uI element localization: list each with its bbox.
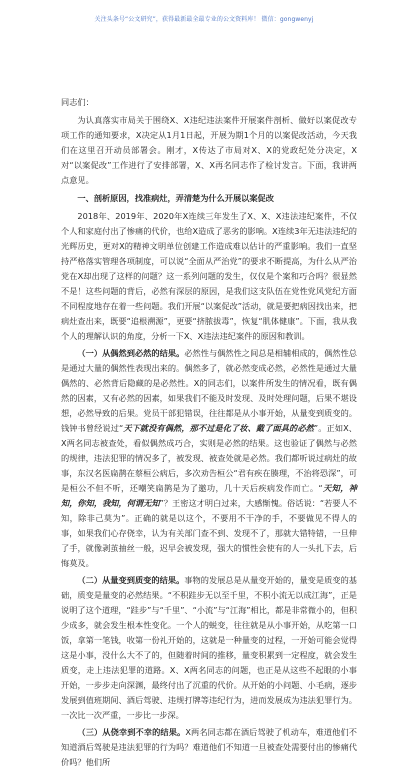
paragraph-3-text: 必然性与偶然性之间总是相辅相成的，偶然性总是通过大量的偶然性表现出来的。偶然多了，就必然变成必然，必然性是通过大量偶然的、必然背后隐藏的是必然性。X的同志们，以案件所发生的情况看，既有偶然的因素，又有必然的因素，如果我们不能及时发现、及时处理问题，后果不堪设想，必然导致的后果。党员干部犯错误，往往都是从小事开始，从量变到质变的。钱钟书曾经说过“ [61, 348, 357, 433]
quote-2: 天知，神知，你知，我知，何谓无知 [61, 483, 357, 508]
document-body [61, 95, 357, 770]
greeting: 同志们： [61, 97, 94, 107]
subheading-3: （三）从侥幸到不幸的结果。 [77, 727, 186, 737]
paragraph-5-text: 事物的发展总是从量变开始的，量变是质变的基础，质变是量变的必然结果。“不积跬步无以至千里，不积小流无以成江海”，正是说明了这个道理，“跬步”与“千里”、“小流”与“江海”相比，都是非常微小的，但积少成多，就会发生根本性变化。一个人的蜕变，往往就是从小事开始，从吃第一口饭，拿第一笔钱，收第一份礼开始的，这就是一种量变的过程，一开始可能会觉得这是小事，没什么大不了的，但随着时间的推移，量变积累到一定程度，就会发生质变，走上违法犯罪的道路。X、X两名同志的问题，也正是从这些不起眼的小事开始，一步步走向深渊，最终付出了沉重的代价。从开始的小问题、小毛病，逐步发展到值班期间、酒后驾驶、违规打牌等违纪行为，进而发展成为违法犯罪行为。一次比一次严重，一步比一步深。 [61, 575, 357, 720]
paragraph-6 [61, 725, 357, 770]
paragraph-5 [61, 573, 357, 723]
quote-1: 天下就没有偶然，那不过是化了妆、戴了面具的必然 [123, 423, 314, 433]
paragraph-2: 2018年、2019年、2020年X连续三年发生了X、X、X违法违纪案件，不仅个人和家庭付出了惨痛的代价，也给X造成了恶劣的影响。X连续3年无违法违纪的光辉历史，更对X的精神文明单位创建工作造成难以估计的严重影响。我们一直坚持严格落实管理各项制度，可以说“全面从严治党”的要求不断提高，为什么从严治党在X却出现了这样的问题？这一系列问题的发生，仅仅是个案和巧合吗？很显然不是！这些问题的背后，必然有深层的原因，是我们这支队伍在党性党风党纪方面不同程度地存在着一些问题。我们开展“以案促改”活动，就是要把病因找出来，把病灶查出来，既要“追根溯源”，更要“挤脓拔毒”，恢复“肌体健康”。下面，我从我个人的理解认识的角度，分析一下X、X违法违纪案件的原因和教训。 [61, 211, 357, 341]
paragraph-6-text: X两名同志都在酒后驾驶了机动车，难道他们不知道酒后驾驶是违法犯罪的行为吗？难道他们不知道一旦被查处需要付出的惨痛代价吗？他们所 [61, 727, 357, 767]
paragraph-4-text: ”？王密这才明白过来，大感惭愧。俗话说：“若要人不知，除非己莫为”。正确的就是以这个，不要用不干净的手，不要做见不得人的事，如果我们心存侥幸，认为有关部门查不到、发现不了，那就大错特错，一旦伸了手，就像剥茧抽丝一般，迟早会被发现，强大的惯性会使有的人一头扎下去，后悔莫及。 [61, 498, 357, 568]
section-heading-1: 一、剖析原因，找准病灶，弄清楚为什么开展以案促改 [77, 193, 274, 203]
subheading-2: （二）从量变到质变的结果。 [77, 575, 185, 585]
paragraph-3-after: ”。正如X、X两名同志被查处，看似偶然成巧合，实则是必然的结果。这也验证了偶然与必然的规律，违法犯罪的情况多了，被发现、被查处就是必然。我们都听说过病灶的故事，东汉名医扁鹊在蔡桓公病后，多次劝告桓公“君有疾在腠理，不治将恐深”，可是桓公不但不听，还嘲笑扁鹊是为了邀功，几十天后疾病发作而亡。 [61, 423, 357, 493]
intro-paragraph: 为认真落实市局关于围绕X、X违纪违法案件开展案件剖析、做好以案促改专项工作的通知要求，X决定从1月1日起，开展为期1个月的以案促改活动，今天我们在这里召开动员部署会。刚才，X传达了市局对X、X的党政纪处分决定，X对“以案促改”工作进行了安排部署，X、X再名同志作了检讨发言。下面，我讲两点意见。 [61, 115, 357, 185]
subheading-1: （一）从偶然到必然的结果。 [77, 348, 185, 358]
promo-banner[interactable]: 关注头条号“公文研究”，获得最新最全最专业的公文资料库！ 微信：gongwenyj [94, 16, 314, 23]
paragraph-3: （一）从偶然到必然的结果。必然性与偶然性之间总是相辅相成的，偶然性总是通过大量的偶然性表现出来的。偶然多了，就必然变成必然，必然性是通过大量偶然的、必然背后隐藏的是必然性。X的同志们，以案件所发生的情况看，既有偶然的因素，又有必然的因素，如果我们不能及时发现、及时处理问题，后果不堪设想，必然导致的后果。党员干部犯错误，往往都是从小事开始，从量变到质变的。钱钟书曾经说过“天下就没有偶然，那不过是化了妆、戴了面具的必然”。正如X、X两名同志被查处，看似偶然成巧合，实则是必然的结果。这也验证了偶然与必然的规律，违法犯罪的情况多了，被发现、被查处就是必然。我们都听说过病灶的故事，东汉名医扁鹊在蔡桓公病后，多次劝告桓公“君有疾在腠理，不治将恐深”，可是桓公不但不听，还嘲笑扁鹊是为了邀功，几十天后疾病发作而亡。“天知，神知，你知，我知，何谓无知”？王密这才明白过来，大感惭愧。俗话说：“若要人不知，除非己莫为”。正确的就是以这个，不要用不干净的手，不要做见不得人的事，如果我们心存侥幸，认为有关部门查不到、发现不了，那就大错特错，一旦伸了手，就像剥茧抽丝一般，迟早会被发现，强大的惯性会使有的人一头扎下去，后悔莫及。 [61, 348, 357, 568]
